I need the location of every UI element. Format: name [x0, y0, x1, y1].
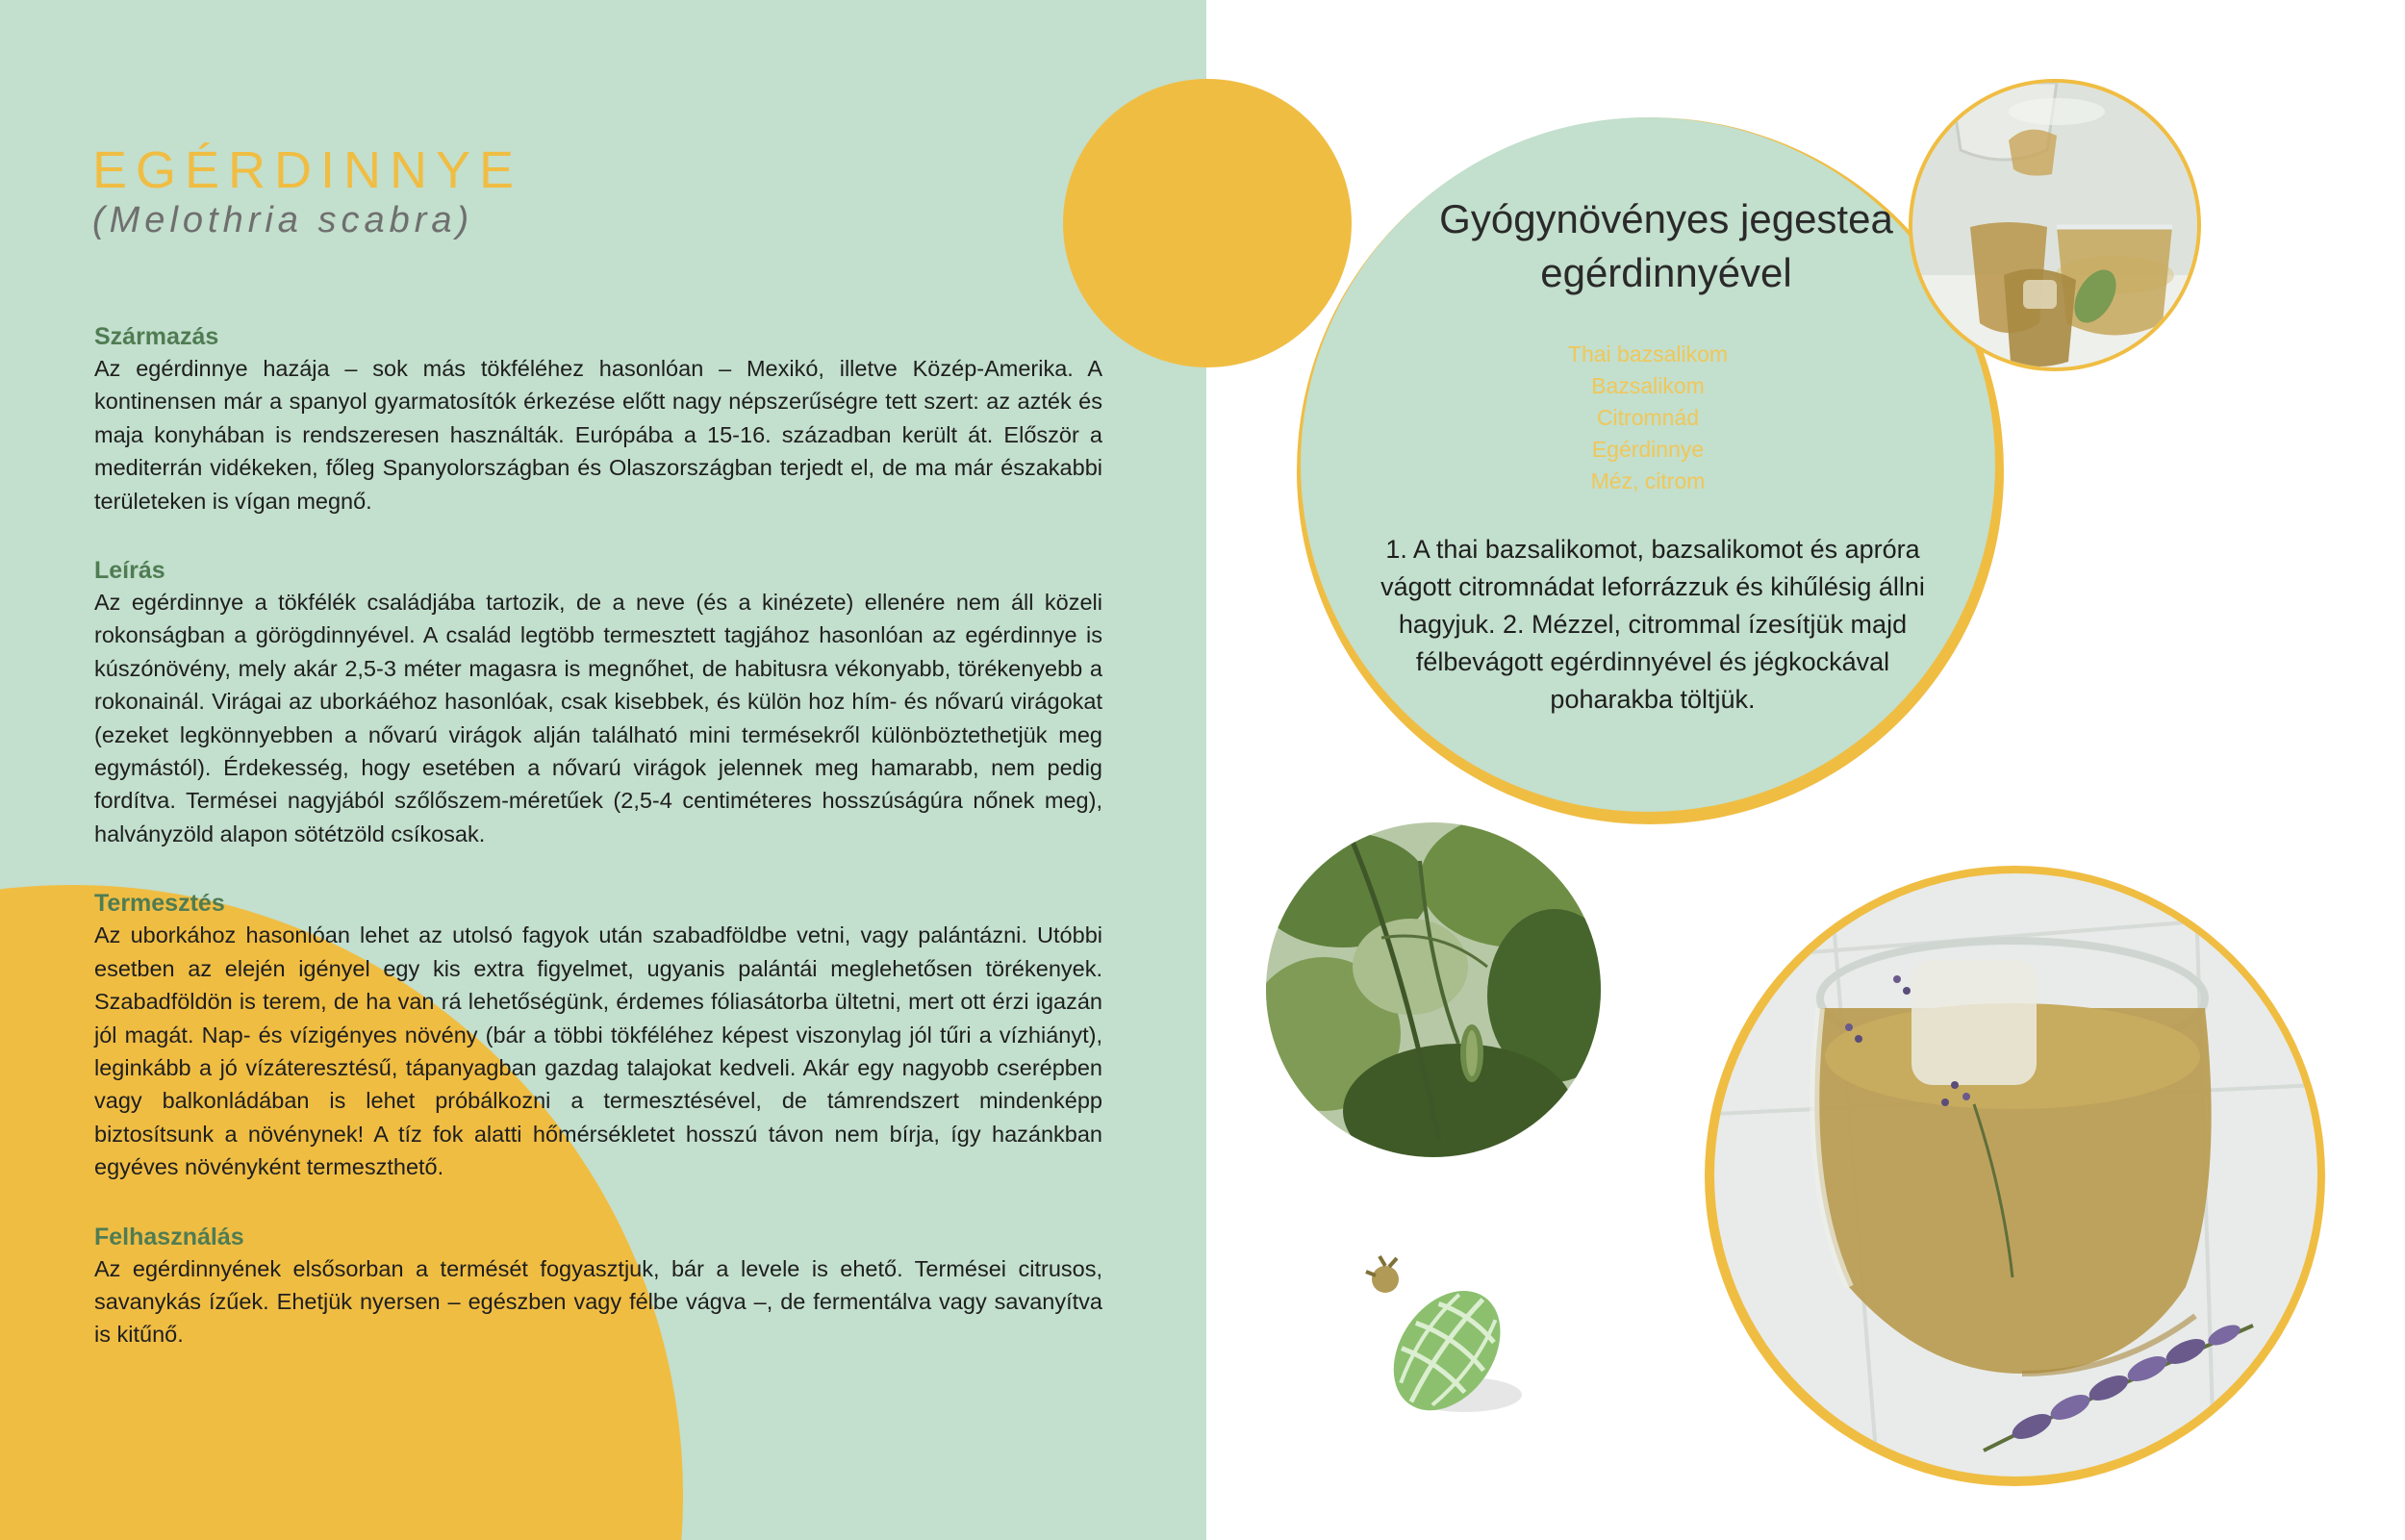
recipe-title: Gyógynövényes jegestea egérdinnyével: [1439, 196, 1893, 295]
cucumber-vine-illustration: [1266, 822, 1601, 1157]
ingredient-item: Bazsalikom: [1591, 373, 1705, 398]
section-description: [94, 556, 1102, 850]
ingredient-list: [1301, 339, 1995, 497]
ingredient-item: Egérdinnye: [1591, 437, 1705, 462]
section-text: Az egérdinnye hazája – sok más tökféléhez hasonlóan – Mexikó, illetve Közép-Amerika. A kontinensen már a spanyol gyarmatosítók érkezése előtt nagy népszerűségre tett szert: az azték és maja konyhában is rendszeresen használták. Európába a 15-16. században került át. Először a mediterrán vidékeken, főleg Spanyolországban és Olaszországban terjedt el, de ma már északabbi területeken is vígan megnő.: [94, 356, 1102, 514]
recipe-steps: 1. A thai bazsalikomot, bazsalikomot és apróra vágott citromnádat leforrázzuk és kihűlésig állni hagyjuk. 2. Mézzel, citrommal ízesítjük majd félbevágott egérdinnyével és jégkockával poharakba töltjük.: [1380, 535, 1925, 714]
section-heading: Termesztés: [94, 890, 225, 918]
section-text: Az egérdinnye a tökfélék családjába tartozik, de a neve (és a kinézete) ellenére nem áll közeli rokonságban a görögdinnyével. A család legtöbb termesztett tagjához hasonlóan az egérdinnye is kúszónövény, mely akár 2,5-3 méter magasra is megnőhet, de habitusra vékonyabb, törékenyebb a rokonainál. Virágai az uborkáéhoz hasonlóak, csak kisebbek, és külön hoz hím- és nővarú virágokat (ezeket legkönnyebben a nővarú virágok alján található mini termésekről különböztethetjük meg egymástól). Érdekesség, hogy esetében a nővarú virágok jelennek meg hamarabb, nem pedig fordítva. Termései nagyjából szőlőszem-méretűek (2,5-4 centiméteres hosszúságúra nőnek meg), halványzöld alapon sötétzöld csíkosak.: [94, 590, 1102, 846]
section-heading: Származás: [94, 323, 219, 350]
section-origin: [94, 322, 1102, 518]
mouse-melon-photo: [1358, 1250, 1526, 1429]
section-usage: [94, 1223, 1102, 1351]
section-heading: Leírás: [94, 557, 165, 585]
iced-tea-illustration: [1714, 873, 2317, 1477]
mouse-melon-illustration: [1358, 1250, 1526, 1429]
article-body: [94, 322, 1102, 1390]
ingredient-item: Méz, citrom: [1590, 468, 1706, 493]
section-cultivation: [94, 889, 1102, 1183]
article-title: EGÉRDINNYE: [92, 141, 523, 199]
tea-closeup-photo: [1714, 873, 2317, 1477]
section-text: Az egérdinnyének elsősorban a termését fogyasztjuk, bár a levele is ehető. Termései citrusos, savanykás ízűek. Ehetjük nyersen – egészben vagy félbe vágva –, de fermentálva vagy savanyítva is kitűnő.: [94, 1255, 1102, 1348]
recipe-box: [1301, 117, 1995, 812]
latin-name: (Melothria scabra): [92, 200, 474, 240]
ingredient-item: Citromnád: [1596, 405, 1700, 430]
plant-photo: [1266, 822, 1601, 1157]
tea-glasses-photo: [1912, 83, 2197, 367]
tea-glasses-illustration: [1912, 83, 2197, 367]
section-text: Az uborkához hasonlóan lehet az utolsó fagyok után szabadföldbe vetni, vagy palántázni. Utóbbi esetben az elején igényel egy kis extra figyelmet, ugyanis palántái meglehetősen törékenyek. Szabadföldön is terem, de ha van rá lehetőségünk, érdemes fóliasátorba ültetni, mert ott érzi igazán jól magát. Nap- és vízigényes növény (bár a többi tökféléhez képest viszonylag jól tűri a vízhiányt), leginkább a jó vízáteresztésű, tápanyagban gazdag talajokat kedveli. Akár egy nagyobb cserépben vagy balkonládában is lehet próbálkozni a termesztésével, de támrendszert mindenképp biztosítsunk a növénynek! A tíz fok alatti hőmérsékletet hosszú távon nem bírja, így hazánkban egyéves növényként termeszthető.: [94, 922, 1102, 1180]
ingredient-item: Thai bazsalikom: [1567, 341, 1729, 366]
section-heading: Felhasználás: [94, 1223, 244, 1250]
